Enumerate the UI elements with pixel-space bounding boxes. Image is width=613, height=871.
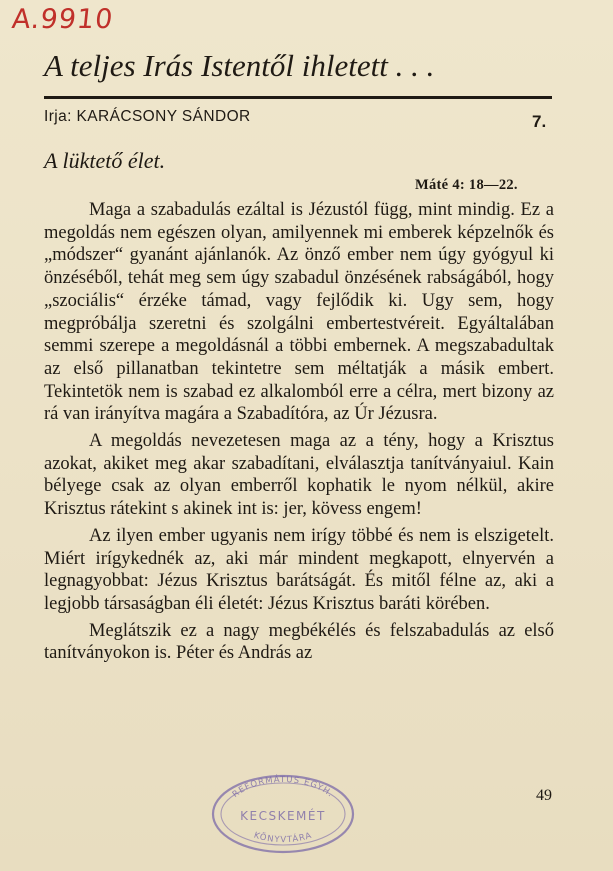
author-byline: Irja: KARÁCSONY SÁNDOR	[44, 108, 251, 125]
page-number: 49	[536, 787, 552, 804]
scripture-reference: Máté 4: 18—22.	[415, 177, 518, 193]
title-rule	[44, 96, 552, 99]
issue-number: 7.	[532, 112, 547, 131]
document-title: A teljes Irás Istentől ihletett . . .	[44, 48, 435, 83]
stamp-middle-text: KECSKEMÉT	[240, 809, 326, 823]
library-stamp	[208, 770, 358, 854]
paragraph: Maga a szabadulás ezáltal is Jézustól függ, mint mindig. Ez a megoldás nem egészen olyan, amilyennek mi emberek képzelnők és „módszer“ gyanánt ajánlanók. Az önző ember nem úgy gyógyul ki önzéséből, tehát meg sem úgy szabadul önzésének rabságából, hogy „szociális“ érzéke támad, vagy fejlődik ki. Ugy sem, hogy megpróbálja szeretni és szolgálni embertestvéreit. Egyáltalában semmi szerepe a megoldásnál a többi embernek. A megszabadultak az első pillanatban tekintetre sem méltatják a másik embert. Tekintetök nem is szabad ez alkalomból erre a célra, mert bizony az rá van irányítva magára a Szabadítóra, az Úr Jézusra.	[44, 200, 554, 425]
stamp-top-text: REFORMÁTUS EGYH.	[230, 774, 336, 800]
stamp-bottom-text: KÖNYVTÁRA	[252, 830, 314, 846]
section-title: A lüktető élet.	[44, 148, 166, 173]
accession-number: A.9910	[10, 4, 115, 35]
paragraph: A megoldás nevezetesen maga az a tény, hogy a Krisztus azokat, akiket meg akar szabadítani, elválasztja tanítványaiul. Kain bélyege csak az olyan emberről kophatik le nyom nélkül, akire Krisztus rátekint s akinek int is: jer, kövess engem!	[44, 431, 554, 520]
body-text	[44, 199, 554, 665]
paragraph: Az ilyen ember ugyanis nem irígy többé és nem is elszigetelt. Miért irígykednék az, aki már mindent megkapott, elnyervén a legnagyobbat: Jézus Krisztus barátságát. És mitől félne az, aki a legjobb társaságban éli életét: Jézus Krisztus baráti körében.	[44, 525, 554, 614]
paragraph: Meglátszik ez a nagy megbékélés és felszabadulás az első tanítványokon is. Péter és András az	[44, 620, 554, 664]
